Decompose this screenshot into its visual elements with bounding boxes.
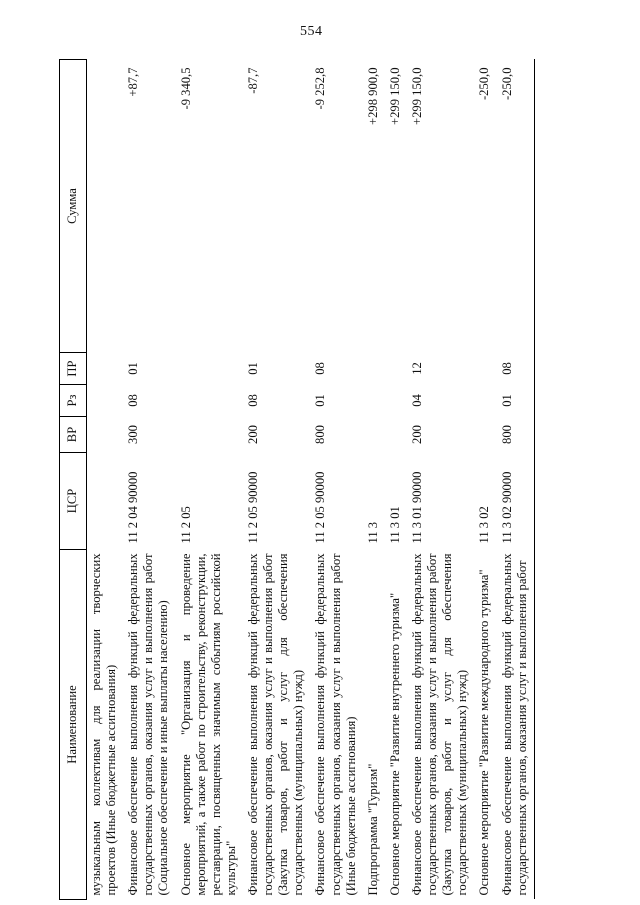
row-pr xyxy=(385,353,407,385)
row-vr: 800 xyxy=(497,417,535,453)
row-sum: -250,0 xyxy=(497,60,535,353)
row-name: Основное мероприятие "Развитие международного туризма" xyxy=(477,569,492,896)
row-pr: 08 xyxy=(313,362,328,375)
budget-table xyxy=(59,59,535,900)
row-rz xyxy=(87,385,124,417)
row-sum: +87,7 xyxy=(126,67,141,97)
row-sum: +298 900,0 xyxy=(365,67,380,125)
row-vr: 200 xyxy=(409,425,424,444)
header-name: Наименование xyxy=(60,550,87,900)
table-body xyxy=(87,60,535,900)
header-sum: Сумма xyxy=(60,60,87,353)
row-vr: 200 xyxy=(245,425,260,444)
row-csr: 11 2 04 90000 xyxy=(126,471,141,544)
row-rz: 04 xyxy=(409,394,424,407)
row-sum: -9 252,8 xyxy=(313,67,328,110)
table-row xyxy=(385,60,407,900)
row-csr: 11 2 05 90000 xyxy=(313,471,328,544)
row-sum: -9 340,5 xyxy=(178,67,193,110)
row-vr xyxy=(474,417,496,453)
row-csr: 11 2 05 90000 xyxy=(245,471,260,544)
row-vr xyxy=(363,417,385,453)
row-name: Финансовое обеспечение выполнения функций федеральных государственных органов, оказания услуг и выполнения работ xyxy=(497,550,535,900)
row-csr: 11 3 xyxy=(365,521,380,544)
row-rz xyxy=(474,385,496,417)
row-rz: 08 xyxy=(245,394,260,407)
row-sum: +299 150,0 xyxy=(409,67,424,125)
row-pr: 12 xyxy=(409,362,424,375)
row-sum: +299 150,0 xyxy=(387,67,402,125)
row-vr xyxy=(87,417,124,453)
row-name: Финансовое обеспечение выполнения функций федеральных государственных органов, оказания услуг и выполнения работ (Закупка товаров, работ и услуг для обеспечения государственных (муниципальных) нужд) xyxy=(245,553,306,896)
header-rz: Рз xyxy=(60,385,87,417)
row-name: Основное мероприятие "Развитие внутреннего туризма" xyxy=(387,592,402,896)
row-csr: 11 3 02 90000 xyxy=(497,453,535,550)
row-pr xyxy=(176,353,243,385)
row-rz: 08 xyxy=(126,394,141,407)
header-csr: ЦСР xyxy=(60,453,87,550)
row-name: Финансовое обеспечение выполнения функций федеральных государственных органов, оказания услуг и выполнения работ (Социальное обеспечение и иные выплаты населению) xyxy=(126,553,171,896)
row-rz: 01 xyxy=(313,394,328,407)
row-csr: 11 2 05 xyxy=(178,506,193,544)
table-row xyxy=(310,60,362,900)
table-row xyxy=(123,60,175,900)
table-row xyxy=(407,60,474,900)
table-header xyxy=(60,60,87,900)
row-rz xyxy=(176,385,243,417)
header-pr: ПР xyxy=(60,353,87,385)
row-rz xyxy=(363,385,385,417)
row-rz xyxy=(385,385,407,417)
row-pr: 08 xyxy=(497,353,535,385)
header-vr: ВР xyxy=(60,417,87,453)
row-name: Финансовое обеспечение выполнения функций федеральных государственных органов, оказания услуг и выполнения работ (Иные бюджетные ассигнования) xyxy=(313,553,358,896)
row-name: Подпрограмма "Туризм" xyxy=(365,763,380,896)
rotated-document xyxy=(59,60,599,900)
header-row xyxy=(60,60,87,900)
row-csr: 11 3 02 xyxy=(477,506,492,544)
row-vr: 800 xyxy=(313,425,328,444)
row-name: музыкальным коллективам для реализации творческих проектов (Иные бюджетные ассигнования) xyxy=(89,553,119,896)
table-row xyxy=(176,60,243,900)
row-sum xyxy=(87,60,124,353)
table-row xyxy=(474,60,496,900)
row-sum: -87,7 xyxy=(245,67,260,94)
row-pr xyxy=(363,353,385,385)
row-name: Основное мероприятие "Организация и проведение мероприятий, а также работ по строительству, реконструкции, реставрации, посвященных значимым событиям российской культуры" xyxy=(178,553,238,896)
row-vr xyxy=(385,417,407,453)
table-row xyxy=(87,60,124,900)
row-rz: 01 xyxy=(497,385,535,417)
row-pr: 01 xyxy=(126,362,141,375)
row-vr: 300 xyxy=(126,425,141,444)
table-row xyxy=(363,60,385,900)
row-pr: 01 xyxy=(245,362,260,375)
row-csr xyxy=(87,453,124,550)
table-row xyxy=(243,60,310,900)
row-vr xyxy=(176,417,243,453)
page-number: 554 xyxy=(300,24,323,39)
row-csr: 11 3 01 90000 xyxy=(409,471,424,544)
table-row xyxy=(497,60,535,900)
row-sum: -250,0 xyxy=(477,67,492,101)
row-pr xyxy=(87,353,124,385)
row-pr xyxy=(474,353,496,385)
row-name: Финансовое обеспечение выполнения функций федеральных государственных органов, оказания услуг и выполнения работ (Закупка товаров, работ и услуг для обеспечения государственных (муниципальных) нужд) xyxy=(409,553,470,896)
row-csr: 11 3 01 xyxy=(387,506,402,544)
